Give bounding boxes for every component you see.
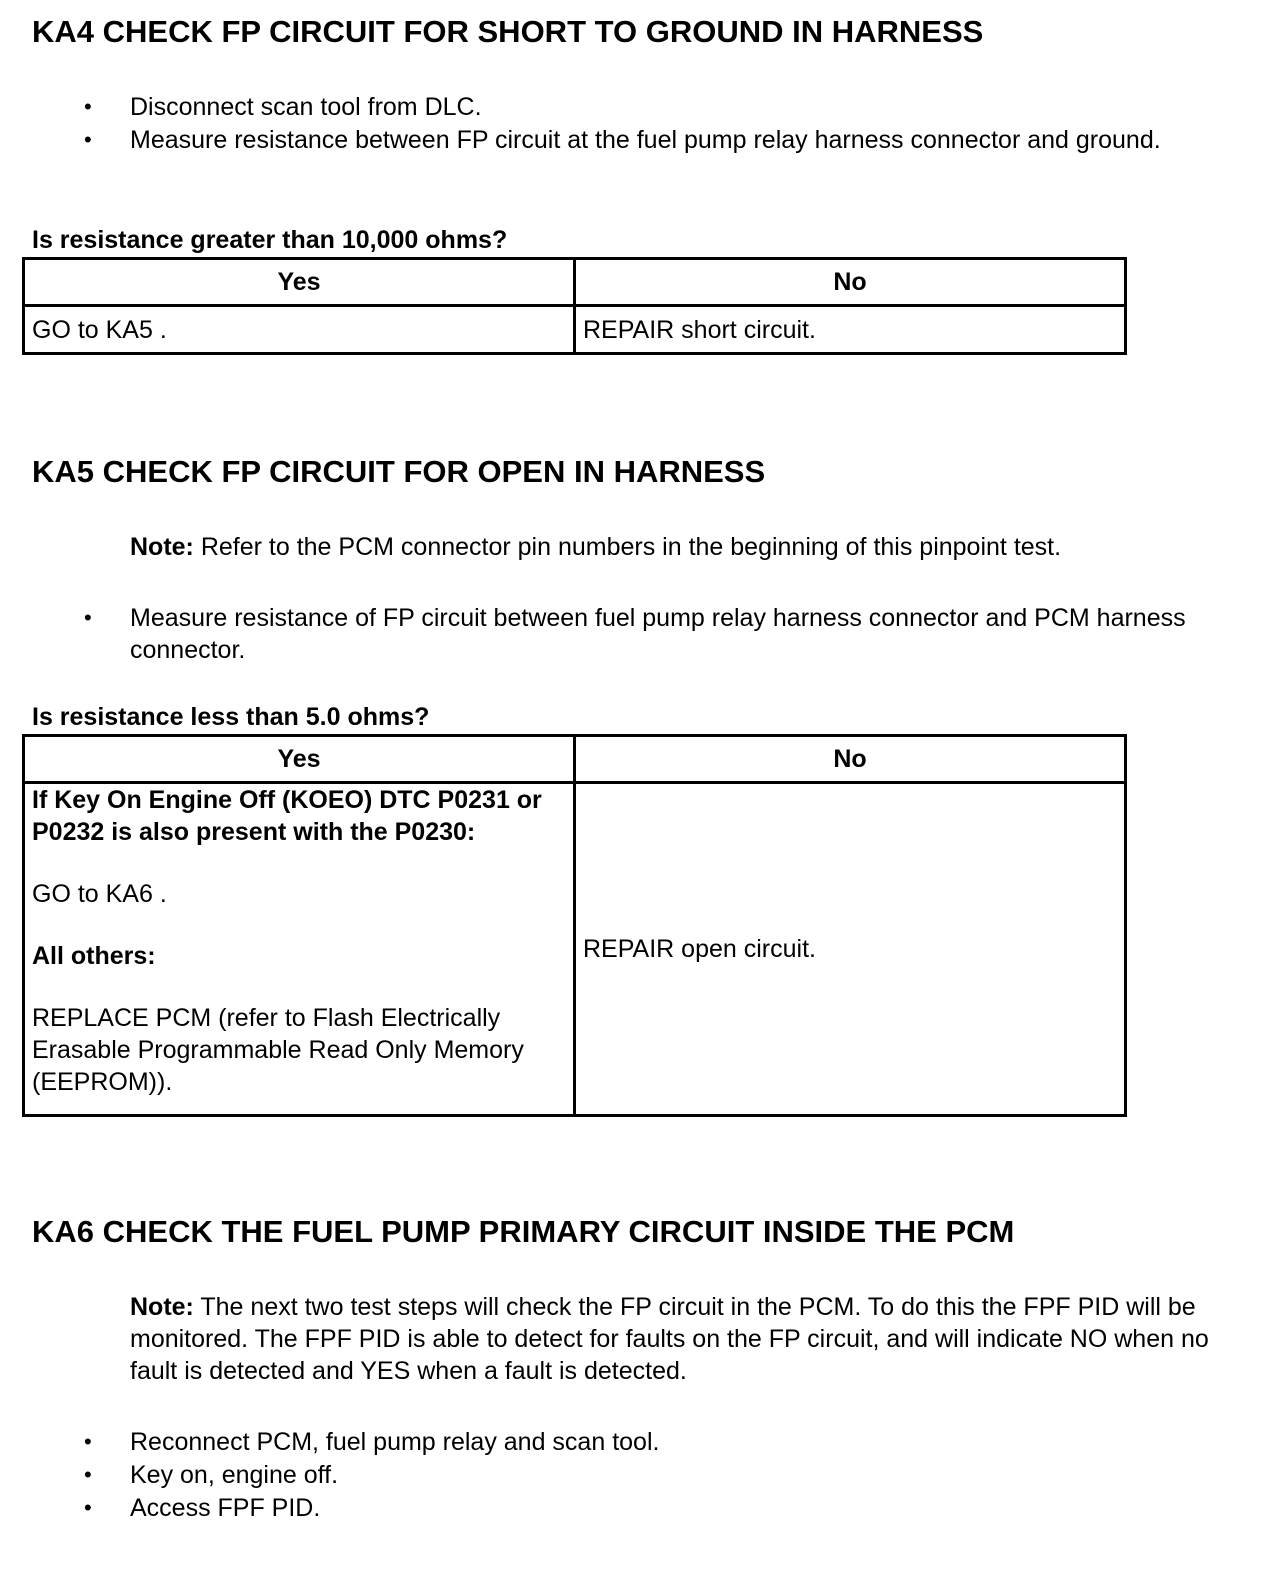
ka5-heading: KA5 CHECK FP CIRCUIT FOR OPEN IN HARNESS bbox=[32, 454, 766, 489]
ka6-heading: KA6 CHECK THE FUEL PUMP PRIMARY CIRCUIT INSIDE THE PCM bbox=[32, 1214, 1015, 1249]
ka5-result-table bbox=[22, 734, 1127, 1117]
ka4-result-table bbox=[22, 257, 1127, 355]
no-cell: REPAIR open circuit. bbox=[575, 783, 1126, 1116]
ka4-heading: KA4 CHECK FP CIRCUIT FOR SHORT TO GROUND IN HARNESS bbox=[32, 14, 984, 49]
list-item: • Disconnect scan tool from DLC. bbox=[84, 93, 482, 121]
ka6-note: Note: The next two test steps will check the FP circuit in the PCM. To do this the FPF PID will be monitored. The FPF PID is able to detect for faults on the FP circuit, and will indicate NO when no fault is detected and YES when a fault is detected. bbox=[130, 1293, 1209, 1385]
ka4-bullet-list bbox=[0, 91, 1200, 157]
no-header: No bbox=[575, 259, 1126, 306]
yes-others-label: All others: bbox=[32, 942, 156, 970]
bullet-icon: • bbox=[84, 127, 92, 152]
list-item: • Measure resistance of FP circuit between fuel pump relay harness connector and PCM harness connector. bbox=[84, 604, 1186, 664]
yes-condition: If Key On Engine Off (KOEO) DTC P0231 or P0232 is also present with the P0230: bbox=[32, 786, 542, 846]
yes-cell bbox=[24, 783, 575, 1116]
no-header: No bbox=[575, 736, 1126, 783]
bullet-icon: • bbox=[84, 94, 92, 119]
list-item: • Access FPF PID. bbox=[84, 1494, 321, 1522]
list-item: • Measure resistance between FP circuit at the fuel pump relay harness connector and ground. bbox=[84, 126, 1161, 154]
yes-header: Yes bbox=[24, 736, 575, 783]
ka5-bullet-list bbox=[0, 602, 1200, 667]
ka5-question: Is resistance less than 5.0 ohms? bbox=[32, 703, 430, 731]
list-item: • Key on, engine off. bbox=[84, 1461, 339, 1489]
bullet-icon: • bbox=[84, 1429, 92, 1454]
yes-action-goto: GO to KA6 . bbox=[32, 880, 167, 908]
yes-action-replace: REPLACE PCM (refer to Flash Electrically Erasable Programmable Read Only Memory (EEPROM)). bbox=[32, 1004, 524, 1096]
bullet-icon: • bbox=[84, 605, 92, 630]
bullet-icon: • bbox=[84, 1495, 92, 1520]
ka6-bullet-list bbox=[0, 1426, 1200, 1525]
no-cell: REPAIR short circuit. bbox=[575, 306, 1126, 354]
yes-header: Yes bbox=[24, 259, 575, 306]
bullet-icon: • bbox=[84, 1462, 92, 1487]
yes-cell: GO to KA5 . bbox=[24, 306, 575, 354]
list-item: • Reconnect PCM, fuel pump relay and scan tool. bbox=[84, 1428, 660, 1456]
ka5-note: Note: Refer to the PCM connector pin numbers in the beginning of this pinpoint test. bbox=[130, 533, 1062, 561]
ka4-question: Is resistance greater than 10,000 ohms? bbox=[32, 226, 508, 254]
